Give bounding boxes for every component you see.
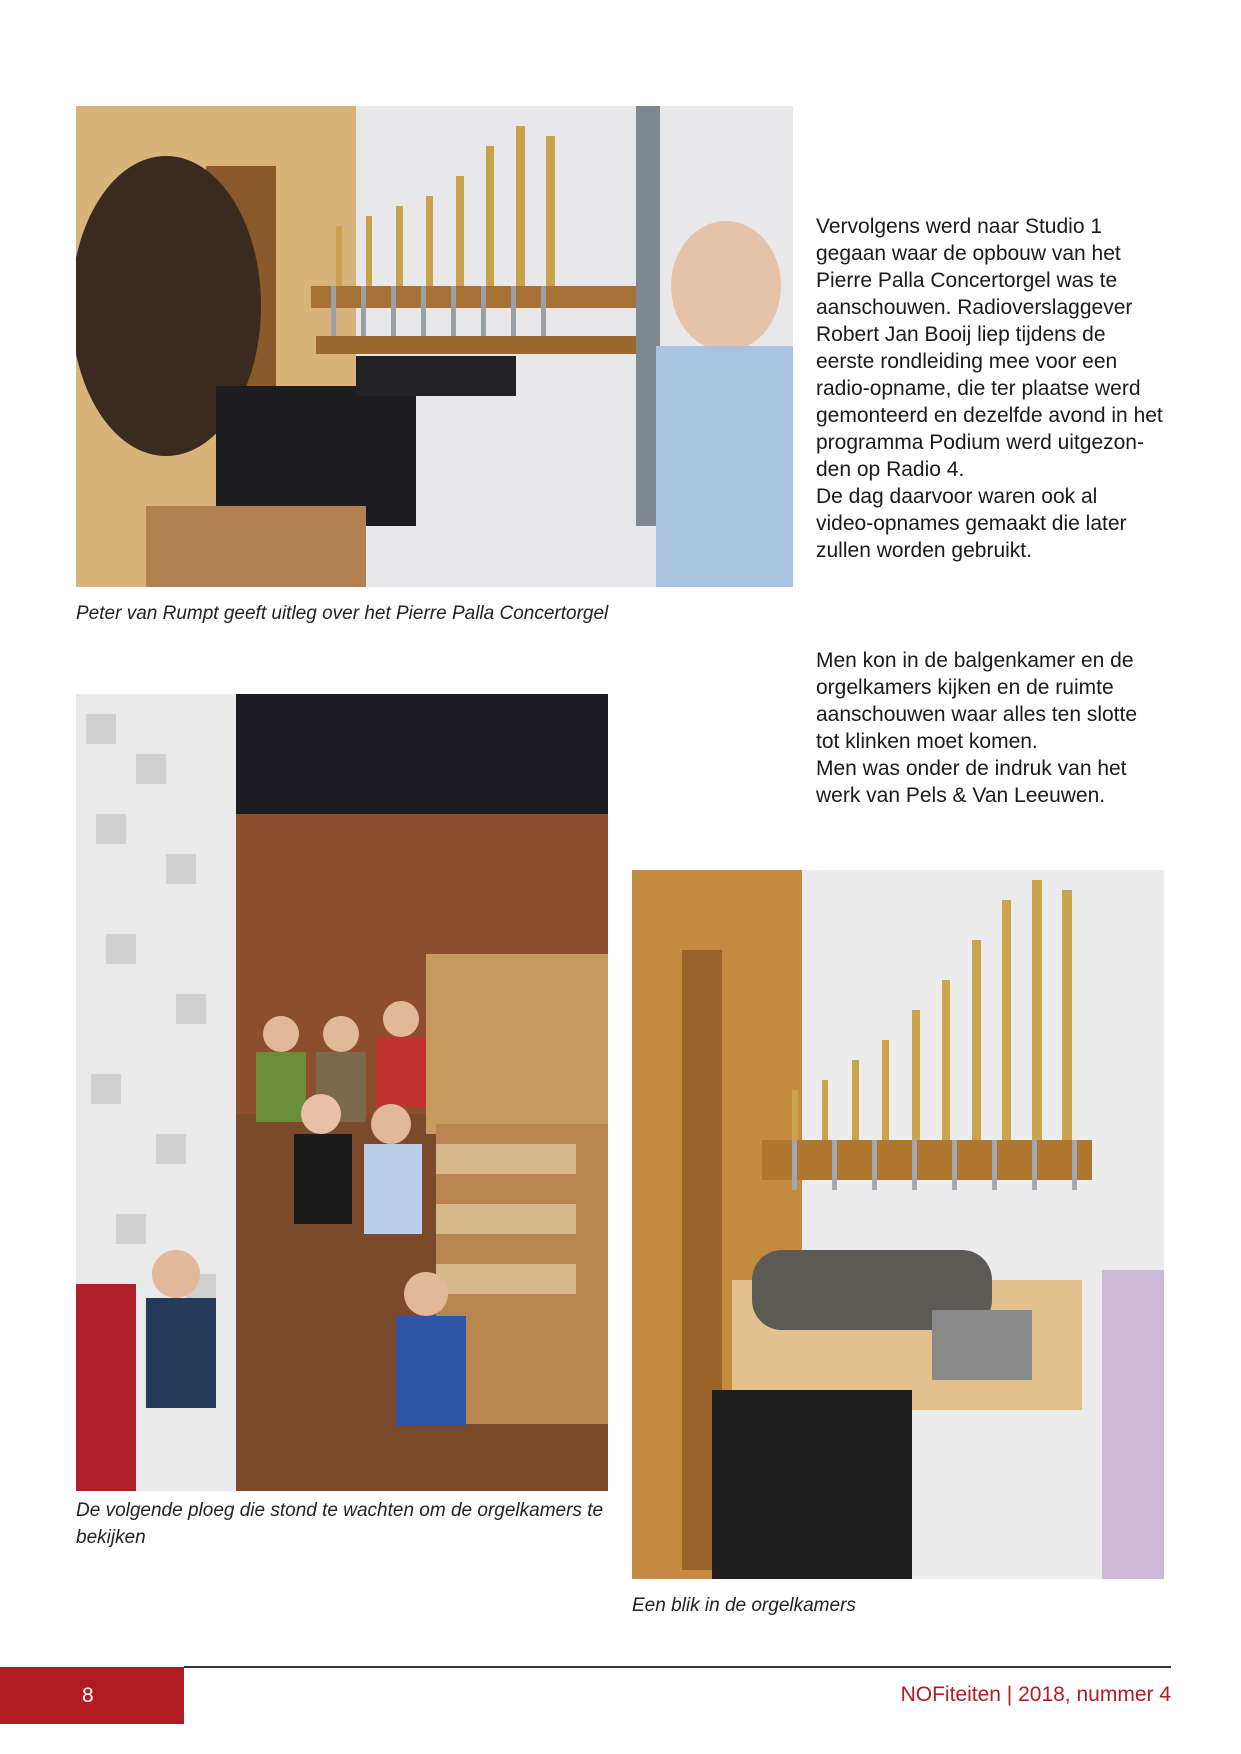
text-line: Men kon in de balgenkamer en de [816, 649, 1134, 672]
photo-group-waiting [76, 694, 608, 1491]
text-line: De dag daarvoor waren ook al [816, 485, 1098, 508]
text-line: orgelkamers kijken en de ruimte [816, 676, 1114, 699]
text-line: Men was onder de indruk van het [816, 757, 1127, 780]
text-line: werk van Pels & Van Leeuwen. [816, 784, 1106, 807]
caption-group-photo: De volgende ploeg die stond te wachten om de orgelkamers te bekijken [76, 1500, 604, 1548]
text-line: video-opnames gemaakt die later [816, 512, 1127, 535]
caption-organ-photo: Een blik in de orgelkamers [632, 1595, 856, 1616]
text-line: Robert Jan Booij liep tijdens de [816, 323, 1106, 346]
photo-organ-chamber [632, 870, 1164, 1579]
text-line: eerste rondleiding mee voor een [816, 350, 1118, 373]
text-line: aanschouwen. Radioverslaggever [816, 296, 1133, 319]
text-line: gemonteerd en dezelfde avond in het [816, 404, 1163, 427]
text-line: programma Podium werd uitgezon- [816, 431, 1144, 454]
text-line: zullen worden gebruikt. [816, 539, 1032, 562]
photo-organ-camera [76, 106, 793, 587]
text-line: Vervolgens werd naar Studio 1 [816, 215, 1103, 238]
text-line: den op Radio 4. [816, 458, 965, 481]
caption-top-photo: Peter van Rumpt geeft uitleg over het Pierre Palla Concertorgel [76, 603, 609, 624]
page-number: 8 [0, 1667, 184, 1724]
paragraph-balgenkamer [816, 647, 1176, 809]
paragraph-studio [816, 213, 1176, 564]
text-line: gegaan waar de opbouw van het [816, 242, 1121, 265]
footer-rule [184, 1666, 1171, 1668]
text-line: radio-opname, die ter plaatse werd [816, 377, 1141, 400]
text-line: tot klinken moet komen. [816, 730, 1038, 753]
publication-footer: NOFiteiten | 2018, nummer 4 [900, 1683, 1171, 1706]
text-line: aanschouwen waar alles ten slotte [816, 703, 1138, 726]
text-line: Pierre Palla Concertorgel was te [816, 269, 1118, 292]
